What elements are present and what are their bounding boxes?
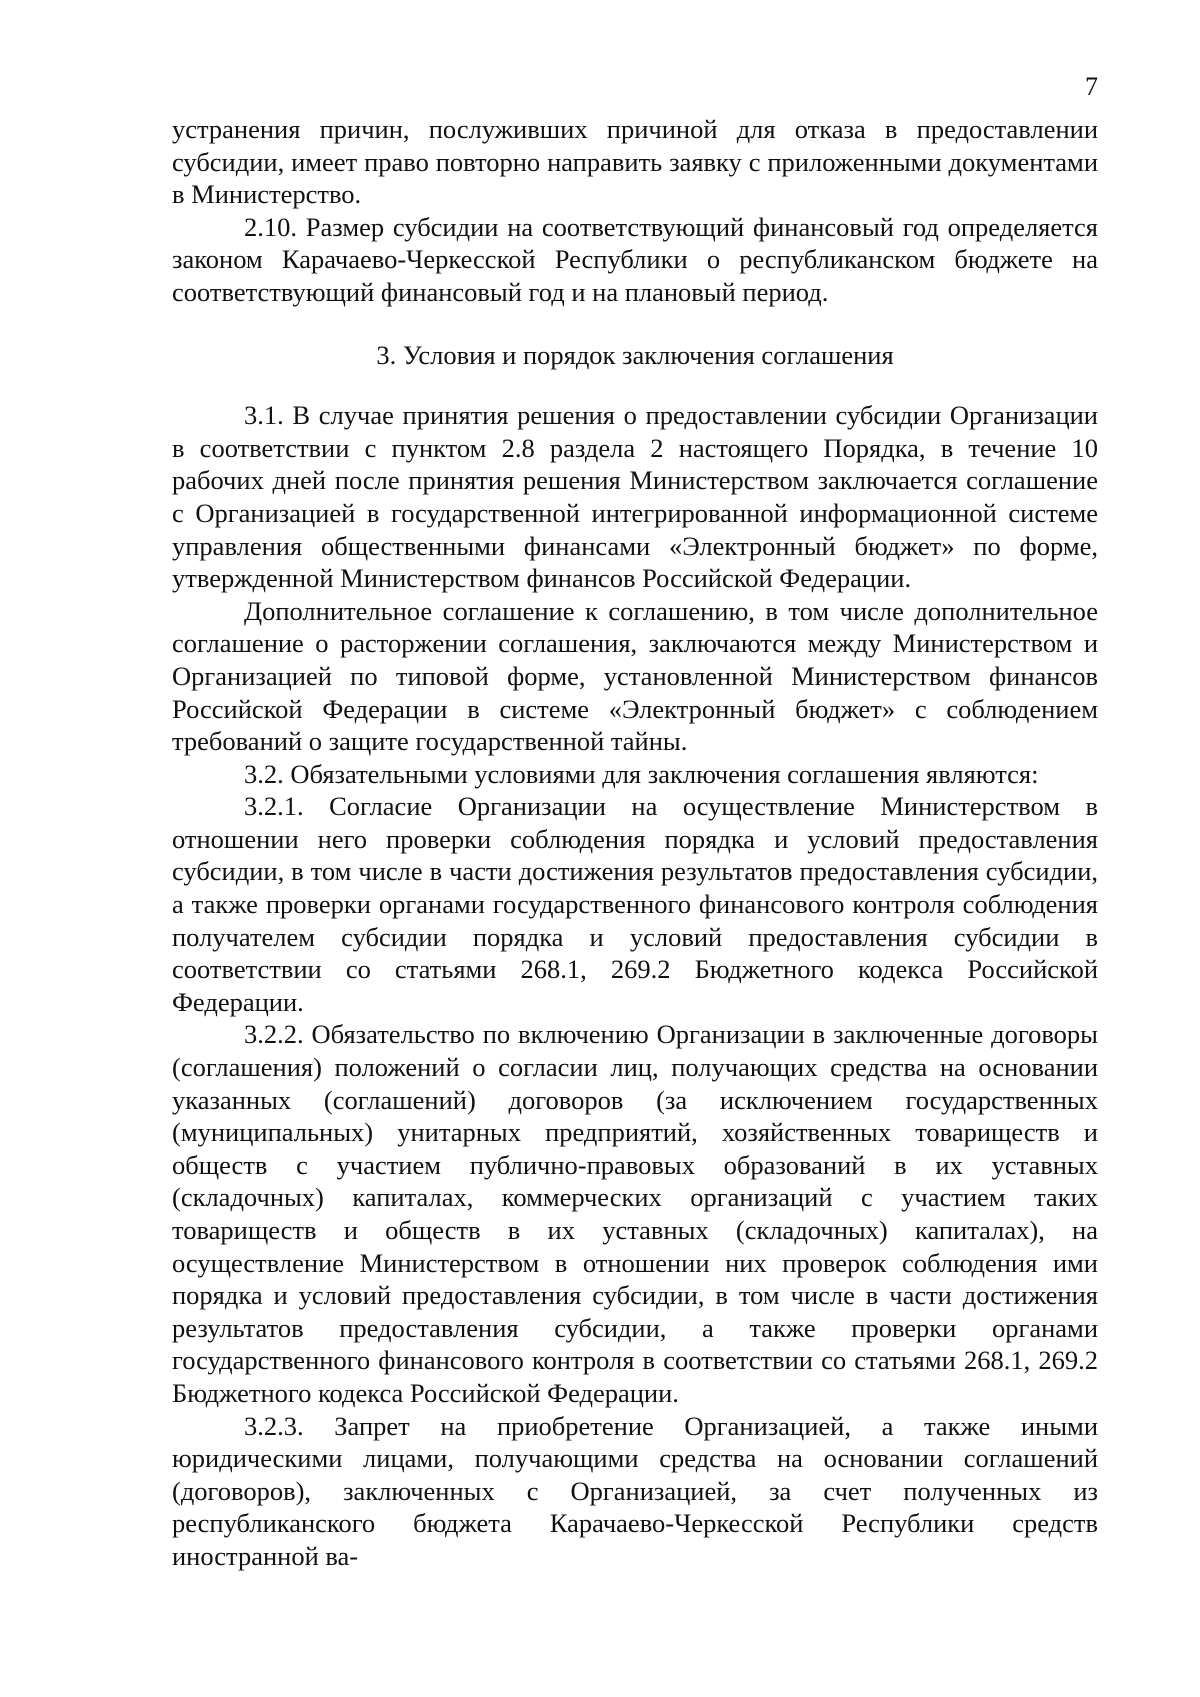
- paragraph-3-2-3: 3.2.3. Запрет на приобретение Организацией, а также иными юридическими лицами, получающими средства на основании соглашений (договоров), заключенных с Организацией, за счет полученных из республиканского бюджета Карачаево-Черкесской Республики средств иностранной ва-: [172, 1410, 1098, 1571]
- page-number: 7: [1085, 72, 1098, 101]
- paragraph-3-2-2: 3.2.2. Обязательство по включению Организации в заключенные договоры (соглашения) положений о согласии лиц, получающих средства на основании указанных (соглашений) договоров (за исключением государственных (муниципальных) унитарных предприятий, хозяйственных товариществ и обществ с участием публично-правовых образований в их уставных (складочных) капиталах, коммерческих организаций с участием таких товариществ и обществ в их уставных (складочных) капиталах), на осуществление Министерством в отношении них проверок соблюдения ими порядка и условий предоставления субсидии, в том числе в части достижения результатов предоставления субсидии, а также проверки органами государственного финансового контроля в соответствии со статьями 268.1, 269.2 Бюджетного кодекса Российской Федерации.: [172, 1019, 1098, 1408]
- paragraph-3-1: 3.1. В случае принятия решения о предоставлении субсидии Организации в соответствии с пунктом 2.8 раздела 2 настоящего Порядка, в течение 10 рабочих дней после принятия решения Министерством заключается соглашение с Организацией в государственной интегрированной информационной системе управления общественными финансами «Электронный бюджет» по форме, утвержденной Министерством финансов Российской Федерации.: [172, 400, 1098, 594]
- paragraph-3-2-1: 3.2.1. Согласие Организации на осуществление Министерством в отношении него проверки соблюдения порядка и условий предоставления субсидии, в том числе в части достижения результатов предоставления субсидии, а также проверки органами государственного финансового контроля соблюдения получателем субсидии порядка и условий предоставления субсидии в соответствии со статьями 268.1, 269.2 Бюджетного кодекса Российской Федерации.: [172, 791, 1098, 1017]
- document-body: [172, 113, 1098, 1573]
- paragraph-3-2: 3.2. Обязательными условиями для заключения соглашения являются:: [244, 758, 1039, 789]
- section-heading: 3. Условия и порядок заключения соглашения: [376, 339, 894, 370]
- paragraph: устранения причин, послуживших причиной для отказа в предоставлении субсидии, имеет право повторно направить заявку с приложенными документами в Министерство.: [172, 114, 1098, 210]
- paragraph-2-10: 2.10. Размер субсидии на соответствующий финансовый год определяется законом Карачаево-Черкесской Республики о республиканском бюджете на соответствующий финансовый год и на плановый период.: [172, 211, 1098, 307]
- paragraph-additional-agreement: Дополнительное соглашение к соглашению, в том числе дополнительное соглашение о расторжении соглашения, заключаются между Министерством и Организацией по типовой форме, установленной Министерством финансов Российской Федерации в системе «Электронный бюджет» с соблюдением требований о защите государственной тайны.: [172, 595, 1098, 757]
